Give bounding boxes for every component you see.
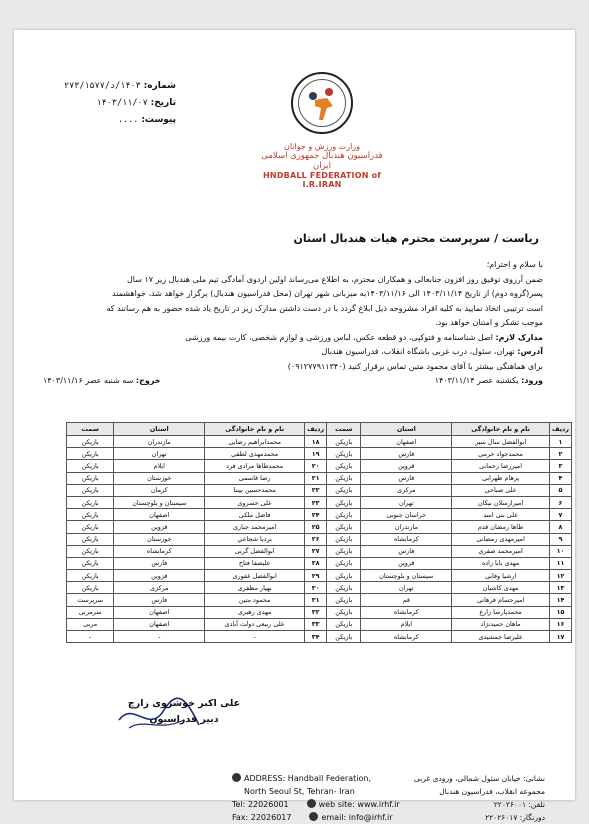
exit-label: خروج: <box>135 376 161 385</box>
table-cell: مرکزی <box>361 484 452 496</box>
table-cell: بازیکن <box>327 448 361 460</box>
required-docs <box>43 331 543 346</box>
table-cell: ۲۲ <box>305 484 327 496</box>
table-cell: ۳۴ <box>305 631 327 643</box>
table-cell: خراسان جنوبی <box>361 509 452 521</box>
table-cell: سرمربی <box>67 606 114 618</box>
table-cell: اصفهان <box>114 509 205 521</box>
signatory-name: علی اکبر خوشروی زارچ <box>127 698 241 709</box>
table-cell: بازیکن <box>327 631 361 643</box>
table-cell: بازیکن <box>67 521 114 533</box>
table-cell: بازیکن <box>67 484 114 496</box>
table-cell: ۳ <box>550 460 572 472</box>
table-cell: ایلام <box>361 618 452 630</box>
table-cell: بازیکن <box>327 460 361 472</box>
table-cell: بازیکن <box>327 545 361 557</box>
table-cell: اصفهان <box>361 436 452 448</box>
letter-meta <box>63 78 176 129</box>
table-cell: اصفهان <box>114 618 205 630</box>
address-line <box>43 345 543 360</box>
table-cell: فارس <box>361 448 452 460</box>
footer-web-text[interactable]: web site: www.irhf.ir <box>318 800 400 809</box>
table-cell: مازندران <box>114 436 205 448</box>
table-cell: ایلام <box>114 460 205 472</box>
roster-body <box>67 436 572 643</box>
table-cell: علی صباحی <box>452 484 550 496</box>
table-row <box>67 545 572 557</box>
table-row <box>67 606 572 618</box>
letter-date <box>66 95 176 112</box>
col-header: نام و نام خانوادگی <box>205 423 305 436</box>
table-cell: بازیکن <box>67 509 114 521</box>
table-cell: ۳۰ <box>305 582 327 594</box>
footer-tel-en: Tel: 22026001 <box>232 800 289 809</box>
footer-web <box>307 798 400 811</box>
table-cell: اصفهان <box>114 606 205 618</box>
table-cell: علی بنی اسد <box>452 509 550 521</box>
table-cell: مهدی بابا زاده <box>452 557 550 569</box>
table-cell: بازیکن <box>67 545 114 557</box>
table-cell: ۱۶ <box>550 618 572 630</box>
table-cell: بازیکن <box>327 582 361 594</box>
table-cell: بازیکن <box>327 618 361 630</box>
table-row <box>67 521 572 533</box>
paragraph-line: ضمن آرزوی توفیق روز افزون جنابعالی و همکاران محترم، به اطلاع می‌رساند اولین اردوی آمادگی تیم ملی هندبال زیر ۱۷ سال <box>126 274 543 284</box>
table-cell: ۳۱ <box>305 594 327 606</box>
roster-table <box>66 422 572 643</box>
table-row <box>67 436 572 448</box>
footer-address-fa-2: مجموعه انقلاب، فدراسیون هندبال <box>439 787 545 796</box>
table-cell: ۱ <box>550 436 572 448</box>
table-cell: قزوین <box>114 570 205 582</box>
table-cell: بازیکن <box>327 436 361 448</box>
table-cell: خوزستان <box>114 533 205 545</box>
table-cell: قزوین <box>361 557 452 569</box>
table-cell: علی خسروی <box>205 496 305 508</box>
table-cell: محمدطاها مرادی فرد <box>205 460 305 472</box>
table-cell: ۱۹ <box>305 448 327 460</box>
table-cell: ۷ <box>550 509 572 521</box>
table-cell: - <box>114 631 205 643</box>
table-cell: مهدی کاشیان <box>452 582 550 594</box>
table-row <box>67 484 572 496</box>
entry-text: یکشنبه عصر ۱۴۰۳/۱۱/۱۴ <box>434 376 519 385</box>
table-cell: محمدابراهیم رضایی <box>205 436 305 448</box>
letter-body <box>43 258 543 389</box>
exit-text: سه شنبه عصر ۱۴۰۳/۱۱/۱۶ <box>43 376 134 385</box>
table-cell: ابوالفضل گربی <box>205 545 305 557</box>
letter-title: ریاست / سرپرست محترم هیات هندبال استان <box>293 232 539 245</box>
table-cell: کرمانشاه <box>361 606 452 618</box>
table-cell: ۲۶ <box>305 533 327 545</box>
table-cell: قزوین <box>361 460 452 472</box>
col-header: استان <box>361 423 452 436</box>
footer-tel-web <box>232 798 400 811</box>
table-cell: مازندران <box>361 521 452 533</box>
footer-tel-fa: تلفن: ۲۲۰۲۶۰۰۱ <box>493 800 545 809</box>
paragraph-line: موجب تشکر و امتنان خواهد بود. <box>435 318 543 327</box>
table-cell: - <box>67 631 114 643</box>
table-cell: بازیکن <box>327 484 361 496</box>
table-cell: بازیکن <box>327 509 361 521</box>
table-cell: خوزستان <box>114 472 205 484</box>
footer-text: ADDRESS: Handball Federation, <box>244 774 371 783</box>
table-cell: فارس <box>361 472 452 484</box>
table-cell: کرمانشاه <box>114 545 205 557</box>
table-row <box>67 557 572 569</box>
footer-address-en-1 <box>232 772 400 785</box>
handball-player-icon <box>307 86 341 122</box>
table-cell: ۲۱ <box>305 472 327 484</box>
table-row <box>67 460 572 472</box>
table-cell: بازیکن <box>327 521 361 533</box>
entry-time <box>435 374 543 389</box>
letter-number <box>63 78 176 95</box>
col-header: ردیف <box>305 423 327 436</box>
table-row <box>67 582 572 594</box>
table-row <box>67 533 572 545</box>
table-cell: ۱۵ <box>550 606 572 618</box>
table-cell: محمود متین <box>205 594 305 606</box>
table-cell: بازیکن <box>327 557 361 569</box>
table-cell: امیرمهدی رمضانی <box>452 533 550 545</box>
table-cell: برديا شجاعي <box>205 533 305 545</box>
table-cell: - <box>205 631 305 643</box>
table-cell: ۲ <box>550 448 572 460</box>
table-cell: مهدی رهبری <box>205 606 305 618</box>
table-cell: رضا قاسمی <box>205 472 305 484</box>
table-cell: بازیکن <box>327 533 361 545</box>
table-cell: ۶ <box>550 496 572 508</box>
table-cell: بازیکن <box>67 472 114 484</box>
table-cell: بازیکن <box>327 606 361 618</box>
table-cell: امیرارسلان نیکان <box>452 496 550 508</box>
mail-icon <box>309 812 318 821</box>
table-cell: مرکزی <box>114 582 205 594</box>
paragraph-line: پسر(گروه دوم) از تاریخ ۱۴۰۳/۱۱/۱۴ الی ۱۴۰۳/۱۱/۱۶به میزبانی شهر تهران (محل فدراسیون هندبال) برگزار خواهد شد، خواهشمند <box>112 289 543 298</box>
table-cell: ۱۱ <box>550 557 572 569</box>
table-row <box>67 448 572 460</box>
exit-time <box>43 374 161 389</box>
federation-name-fa: فدراسیون هندبال جمهوری اسلامی ایران <box>261 151 383 171</box>
letter-attachment <box>66 112 176 129</box>
table-cell: بازیکن <box>67 533 114 545</box>
table-cell: ۸ <box>550 521 572 533</box>
table-cell: امیرمحمد صفری <box>452 545 550 557</box>
table-cell: ۲۸ <box>305 557 327 569</box>
table-cell: ارشیا وفایی <box>452 570 550 582</box>
table-cell: ۳۳ <box>305 618 327 630</box>
paragraph-line: است ترتیبی اتخاذ نمایید به کلیه افراد مشروحه ذیل ابلاغ گردد با در دست داشتن مدارک زیر در تاریخ یاد شده حضور به هم رسانند که <box>106 303 543 313</box>
footer-fax-fa: دورنگار: ۲۲۰۲۶۰۱۷ <box>485 813 545 822</box>
date-value: ۱۴۰۳/۱۱/۰۷ <box>96 98 148 108</box>
table-cell: ۱۳ <box>550 582 572 594</box>
federation-logo-block <box>252 72 392 189</box>
table-cell: ابوالفضل غفوری <box>205 570 305 582</box>
table-cell: فاضل ملکی <box>205 509 305 521</box>
table-cell: ۲۳ <box>305 496 327 508</box>
table-cell: کرمان <box>114 484 205 496</box>
docs-label: مدارک لازم: <box>495 332 543 342</box>
number-value: ۱۴۰۳/د/۲۷۳/۱۵۷۷ <box>63 81 141 91</box>
ministry-name: وزارت ورزش و جوانان <box>283 142 361 151</box>
table-cell: ۳۲ <box>305 606 327 618</box>
table-cell: سرپرست <box>67 594 114 606</box>
table-cell: کرمانشاه <box>361 533 452 545</box>
table-row <box>67 496 572 508</box>
attach-value: .... <box>117 115 139 125</box>
table-row <box>67 594 572 606</box>
table-cell: امیرحسام فرهانی <box>452 594 550 606</box>
table-cell: پرهام ظهرابی <box>452 472 550 484</box>
number-label: شماره: <box>143 81 176 91</box>
table-cell: امیررضا رحمانی <box>452 460 550 472</box>
col-header: سمت <box>327 423 361 436</box>
table-cell: ۲۰ <box>305 460 327 472</box>
docs-text: اصل شناسنامه و فتوکپی، دو قطعه عکس، لباس ورزشی و لوازم شخصی، کارت بیمه ورزشی <box>185 332 493 342</box>
table-cell: ماهان حمیدنژاد <box>452 618 550 630</box>
table-cell: کرمانشاه <box>361 631 452 643</box>
table-cell: ابوالفضل سال سیر <box>452 436 550 448</box>
table-cell: فارس <box>361 545 452 557</box>
footer-english <box>232 772 400 824</box>
table-cell: فارس <box>114 594 205 606</box>
table-cell: امیرمحمد جباری <box>205 521 305 533</box>
table-cell: ۲۷ <box>305 545 327 557</box>
table-cell: علی ربیعی دولت آبادی <box>205 618 305 630</box>
table-cell: ۲۵ <box>305 521 327 533</box>
table-cell: بازیکن <box>67 582 114 594</box>
entry-label: ورود: <box>521 376 543 385</box>
table-cell: قم <box>361 594 452 606</box>
footer-persian <box>405 772 545 824</box>
table-cell: سیستان و بلوچستان <box>114 496 205 508</box>
table-cell: بازیکن <box>67 436 114 448</box>
date-label: تاریخ: <box>150 98 176 108</box>
schedule-row <box>43 374 543 389</box>
table-row <box>67 618 572 630</box>
footer-fax-email <box>232 811 400 824</box>
table-cell: فارس <box>114 557 205 569</box>
table-cell: ۱۲ <box>550 570 572 582</box>
table-cell: طاها رمضان قدم <box>452 521 550 533</box>
signatory-role: دبیر فدراسیون <box>149 714 219 725</box>
table-cell: ۲۴ <box>305 509 327 521</box>
table-cell: تهران <box>361 496 452 508</box>
table-cell: ۵ <box>550 484 572 496</box>
table-cell: بازیکن <box>67 570 114 582</box>
federation-logo <box>291 72 353 134</box>
address-label: آدرس: <box>517 347 543 356</box>
coordination-line: برای هماهنگی بیشتر با آقای محمود متین تماس برقرار کنید (۰۹۱۲۷۷۹۱۱۳۴۰) <box>287 361 543 371</box>
federation-name-en: HNDBALL FEDERATION of I.R.IRAN <box>263 171 381 189</box>
attach-label: پیوست: <box>141 115 176 125</box>
table-cell: ۱۰ <box>550 545 572 557</box>
table-cell: ۱۸ <box>305 436 327 448</box>
table-cell: بازیکن <box>327 594 361 606</box>
table-cell: مربی <box>67 618 114 630</box>
table-cell: ۹ <box>550 533 572 545</box>
table-cell: ۱۷ <box>550 631 572 643</box>
col-header: نام و نام خانوادگی <box>452 423 550 436</box>
location-icon <box>232 773 241 782</box>
col-header: سمت <box>67 423 114 436</box>
table-row <box>67 631 572 643</box>
footer-fax-en: Fax: 22026017 <box>232 813 292 822</box>
table-cell: ۴ <box>550 472 572 484</box>
table-row <box>67 472 572 484</box>
table-cell: محمدجواد خرمی <box>452 448 550 460</box>
table-row <box>67 509 572 521</box>
table-cell: محمدمهدی لطفی <box>205 448 305 460</box>
table-cell: سیستان و بلوچستان <box>361 570 452 582</box>
table-cell: قزوین <box>114 521 205 533</box>
table-cell: ۱۴ <box>550 594 572 606</box>
table-cell: محمدپارسا زارع <box>452 606 550 618</box>
letter-page <box>14 30 575 822</box>
footer-address-fa-1: نشانی: خیابان سئول شمالی، ورودی غربی <box>413 774 545 783</box>
footer-email-text[interactable]: email: info@irhf.ir <box>321 813 393 822</box>
table-cell: تهران <box>361 582 452 594</box>
table-cell: بهیار مظفری <box>205 582 305 594</box>
table-cell: بازیکن <box>67 460 114 472</box>
table-cell: بازیکن <box>67 496 114 508</box>
roster-header-row <box>67 423 572 436</box>
table-cell: تهران <box>114 448 205 460</box>
table-cell: بازیکن <box>327 472 361 484</box>
table-row <box>67 570 572 582</box>
address-text: تهران، سئول، درب غربی باشگاه انقلاب، فدراسیون هندبال <box>321 347 515 356</box>
table-cell: محمدحسین بیننا <box>205 484 305 496</box>
globe-icon <box>307 799 316 808</box>
table-cell: بازیکن <box>327 570 361 582</box>
col-header: استان <box>114 423 205 436</box>
footer-email <box>309 811 392 824</box>
signature-block <box>124 696 244 728</box>
table-cell: بازیکن <box>67 557 114 569</box>
greeting: با سلام و احترام؛ <box>486 260 543 269</box>
table-cell: بازیکن <box>67 448 114 460</box>
table-cell: علیرضا جمشیدی <box>452 631 550 643</box>
table-cell: ۲۹ <box>305 570 327 582</box>
col-header: ردیف <box>550 423 572 436</box>
table-cell: علیصفا فتاح <box>205 557 305 569</box>
table-cell: بازیکن <box>327 496 361 508</box>
footer-address-en-2: North Seoul St, Tehran- Iran <box>244 787 355 796</box>
